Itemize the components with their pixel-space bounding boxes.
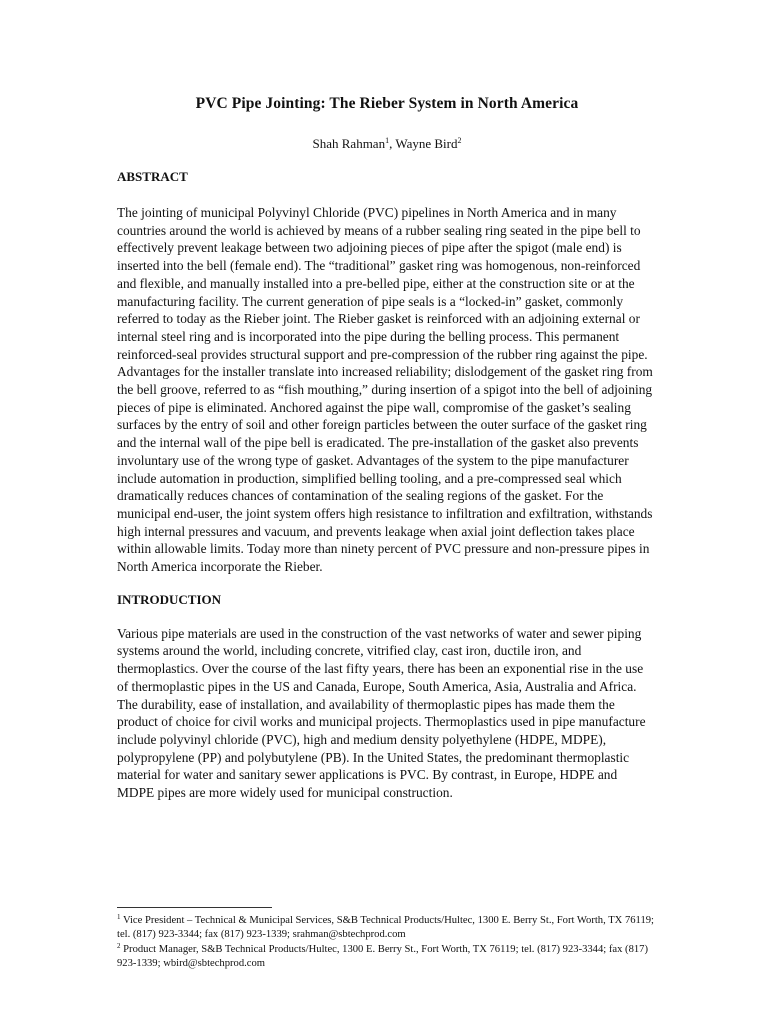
footnote-divider <box>117 907 272 908</box>
abstract-paragraph: The jointing of municipal Polyvinyl Chloride (PVC) pipelines in North America and in many countries around the world is achieved by means of a rubber sealing ring seated in the pipe bell to effectively prevent leakage between two adjoining pieces of pipe after the spigot (male end) is inserted into the bell (female end). The “traditional” gasket ring was homogenous, non-reinforced and flexible, and manually installed into a pre-belled pipe, either at the construction site or at the manufacturing facility. The current generation of pipe seals is a “locked-in” gasket, commonly referred to today as the Rieber joint. The Rieber gasket is reinforced with an adjoining external or internal steel ring and is incorporated into the pipe during the belling process. This permanent reinforced-seal provides structural support and pre-compression of the rubber ring against the pipe. Advantages for the installer translate into increased reliability; dislodgement of the gasket ring from the bell groove, referred to as “fish mouthing,” during insertion of a spigot into the bell of adjoining pieces of pipe is eliminated. Anchored against the pipe wall, compromise of the gasket’s sealing surfaces by the entry of soil and other foreign particles between the outer surface of the gasket ring and the internal wall of the pipe bell is eradicated. The pre-installation of the gasket also prevents involuntary use of the wrong type of gasket. Advantages of the system to the pipe manufacturer include automation in production, simplified belling tooling, and a pre-compressed seal which dramatically reduces chances of contamination of the sealing regions of the gasket. For the municipal end-user, the joint system offers high resistance to infiltration and exfiltration, withstands high internal pressures and vacuum, and prevents leakage when axial joint deflection takes place within allowable limits. Today more than ninety percent of PVC pressure and non-pressure pipes in North America incorporate the Rieber. <box>117 205 653 575</box>
author-affiliation-mark[interactable]: 1 <box>385 136 390 145</box>
author-line <box>117 135 657 153</box>
author-affiliation-mark[interactable]: 2 <box>457 136 462 145</box>
footnote-item <box>117 914 657 943</box>
author-name: Shah Rahman <box>312 136 386 151</box>
introduction-paragraph: Various pipe materials are used in the construction of the vast networks of water and sewer piping systems around the world, including concrete, vitrified clay, cast iron, ductile iron, and thermoplastics. Over the course of the last fifty years, there has been an exponential rise in the use of thermoplastic pipes in the US and Canada, Europe, South America, Asia, Australia and Africa. The durability, ease of installation, and availability of thermoplastic pipes has made them the product of choice for civil works and municipal projects. Thermoplastics used in pipe manufacture include polyvinyl chloride (PVC), high and medium density polyethylene (HDPE, MDPE), polypropylene (PP) and polybutylene (PB). In the United States, the predominant thermoplastic material for water and sanitary sewer applications is PVC. By contrast, in Europe, HDPE and MDPE pipes are more widely used for municipal construction. <box>117 625 646 801</box>
abstract-heading: ABSTRACT <box>117 169 188 184</box>
footnote-text: Vice President – Technical & Municipal Services, S&B Technical Products/Hultec, 1300 E. Berry St., Fort Worth, TX 76119; tel. (817) 923-3344; fax (817) 923-1339; srahman@sbtechprod.com <box>117 915 655 941</box>
footnotes <box>117 914 657 972</box>
footnote-mark: 1 <box>117 913 121 921</box>
author-separator: , <box>389 136 396 151</box>
author-name: Wayne Bird <box>395 136 458 151</box>
footnote-text: Product Manager, S&B Technical Products/Hultec, 1300 E. Berry St., Fort Worth, TX 76119; tel. (817) 923-3344; fax (817) 923-1339; wbird@sbtechprod.com <box>117 943 648 970</box>
footnote-item <box>117 943 657 972</box>
introduction-heading: INTRODUCTION <box>117 591 222 607</box>
paper-page <box>117 94 657 802</box>
paper-title: PVC Pipe Jointing: The Rieber System in North America <box>195 95 579 112</box>
footnote-mark: 2 <box>117 941 121 950</box>
